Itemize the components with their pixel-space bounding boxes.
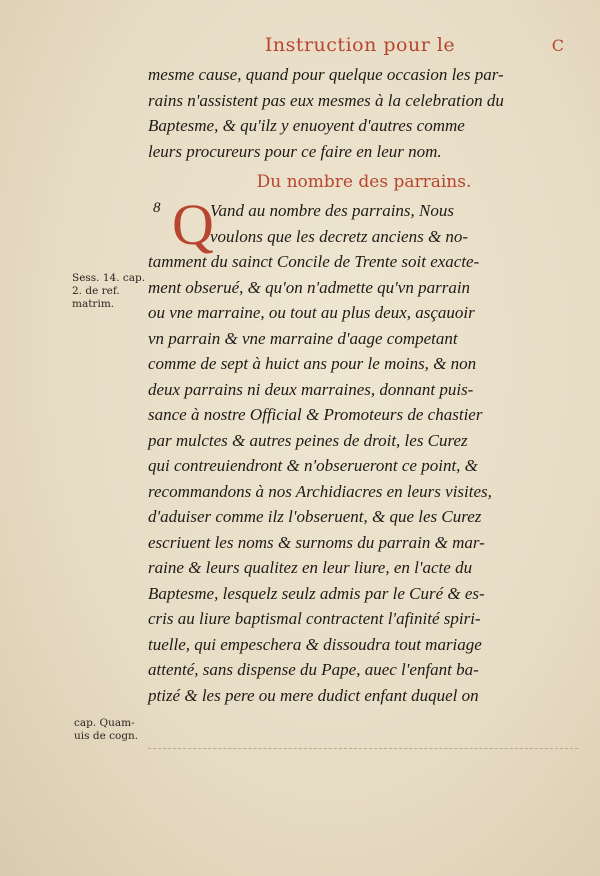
text-line: sance à nostre Official & Promoteurs de chastier <box>148 405 483 424</box>
text-line: qui contreuiendront & n'obserueront ce point, & <box>148 456 478 475</box>
margin-note <box>72 272 145 311</box>
text-line: ment obserué, & qu'on n'admette qu'vn parrain <box>148 277 471 297</box>
text-line: d'aduiser comme ilz l'obseruent, & que les Curez <box>148 507 482 526</box>
text-line: tuelle, qui empeschera & dissoudra tout mariage <box>148 634 482 654</box>
section-paragraph <box>148 192 580 708</box>
drop-cap: Q <box>172 192 214 257</box>
text-line: voulons que les decretz anciens & no- <box>210 226 469 246</box>
margin-note-line: 2. de ref. <box>72 285 120 297</box>
text-line: vn parrain & vne marraine d'aage competant <box>148 328 458 348</box>
intro-paragraph <box>148 62 580 164</box>
text-line: escriuent les noms & surnoms du parrain & mar- <box>148 532 485 552</box>
text-line: comme de sept à huict ans pour le moins, & non <box>148 354 477 373</box>
margin-note <box>74 717 138 743</box>
running-header: Instruction pour le <box>264 34 456 56</box>
text-line: Baptesme, & qu'ilz y enuoyent d'autres comme <box>148 116 465 135</box>
bottom-rule <box>148 748 578 749</box>
text-line: Baptesme, lesquelz seulz admis par le Curé & es- <box>148 583 485 603</box>
text-line: attenté, sans dispense du Pape, auec l'enfant ba- <box>148 660 479 679</box>
text-line: cris au liure baptismal contractent l'afinité spiri- <box>148 609 481 628</box>
margin-note-line: Sess. 14. cap. <box>72 272 146 284</box>
paragraph-number: 8 <box>153 200 161 216</box>
margin-note-line: cap. Quam- <box>74 717 135 729</box>
text-line: par mulctes & autres peines de droit, les Curez <box>148 430 468 450</box>
margin-note-line: uis de cogn. <box>74 730 139 742</box>
text-line: ptizé & les pere ou mere dudict enfant duquel on <box>148 685 479 705</box>
text-line: Vand au nombre des parrains, Nous <box>210 201 454 220</box>
text-line: tamment du sainct Concile de Trente soit exacte- <box>148 252 480 271</box>
section-heading: Du nombre des parrains. <box>256 172 472 192</box>
text-line: leurs procureurs pour ce faire en leur nom. <box>148 141 442 161</box>
margin-note-line: matrim. <box>72 298 115 310</box>
text-line: deux parrains ni deux marraines, donnant puis- <box>148 379 474 399</box>
text-line: rains n'assistent pas eux mesmes à la celebration du <box>148 90 504 110</box>
text-line: raine & leurs qualitez en leur liure, en l'acte du <box>148 558 473 577</box>
text-line: recommandons à nos Archidiacres en leurs visites, <box>148 481 492 501</box>
text-line: mesme cause, quand pour quelque occasion les par- <box>148 65 504 84</box>
page-corner-mark: C <box>551 36 564 55</box>
text-line: ou vne marraine, ou tout au plus deux, asçauoir <box>148 303 475 322</box>
